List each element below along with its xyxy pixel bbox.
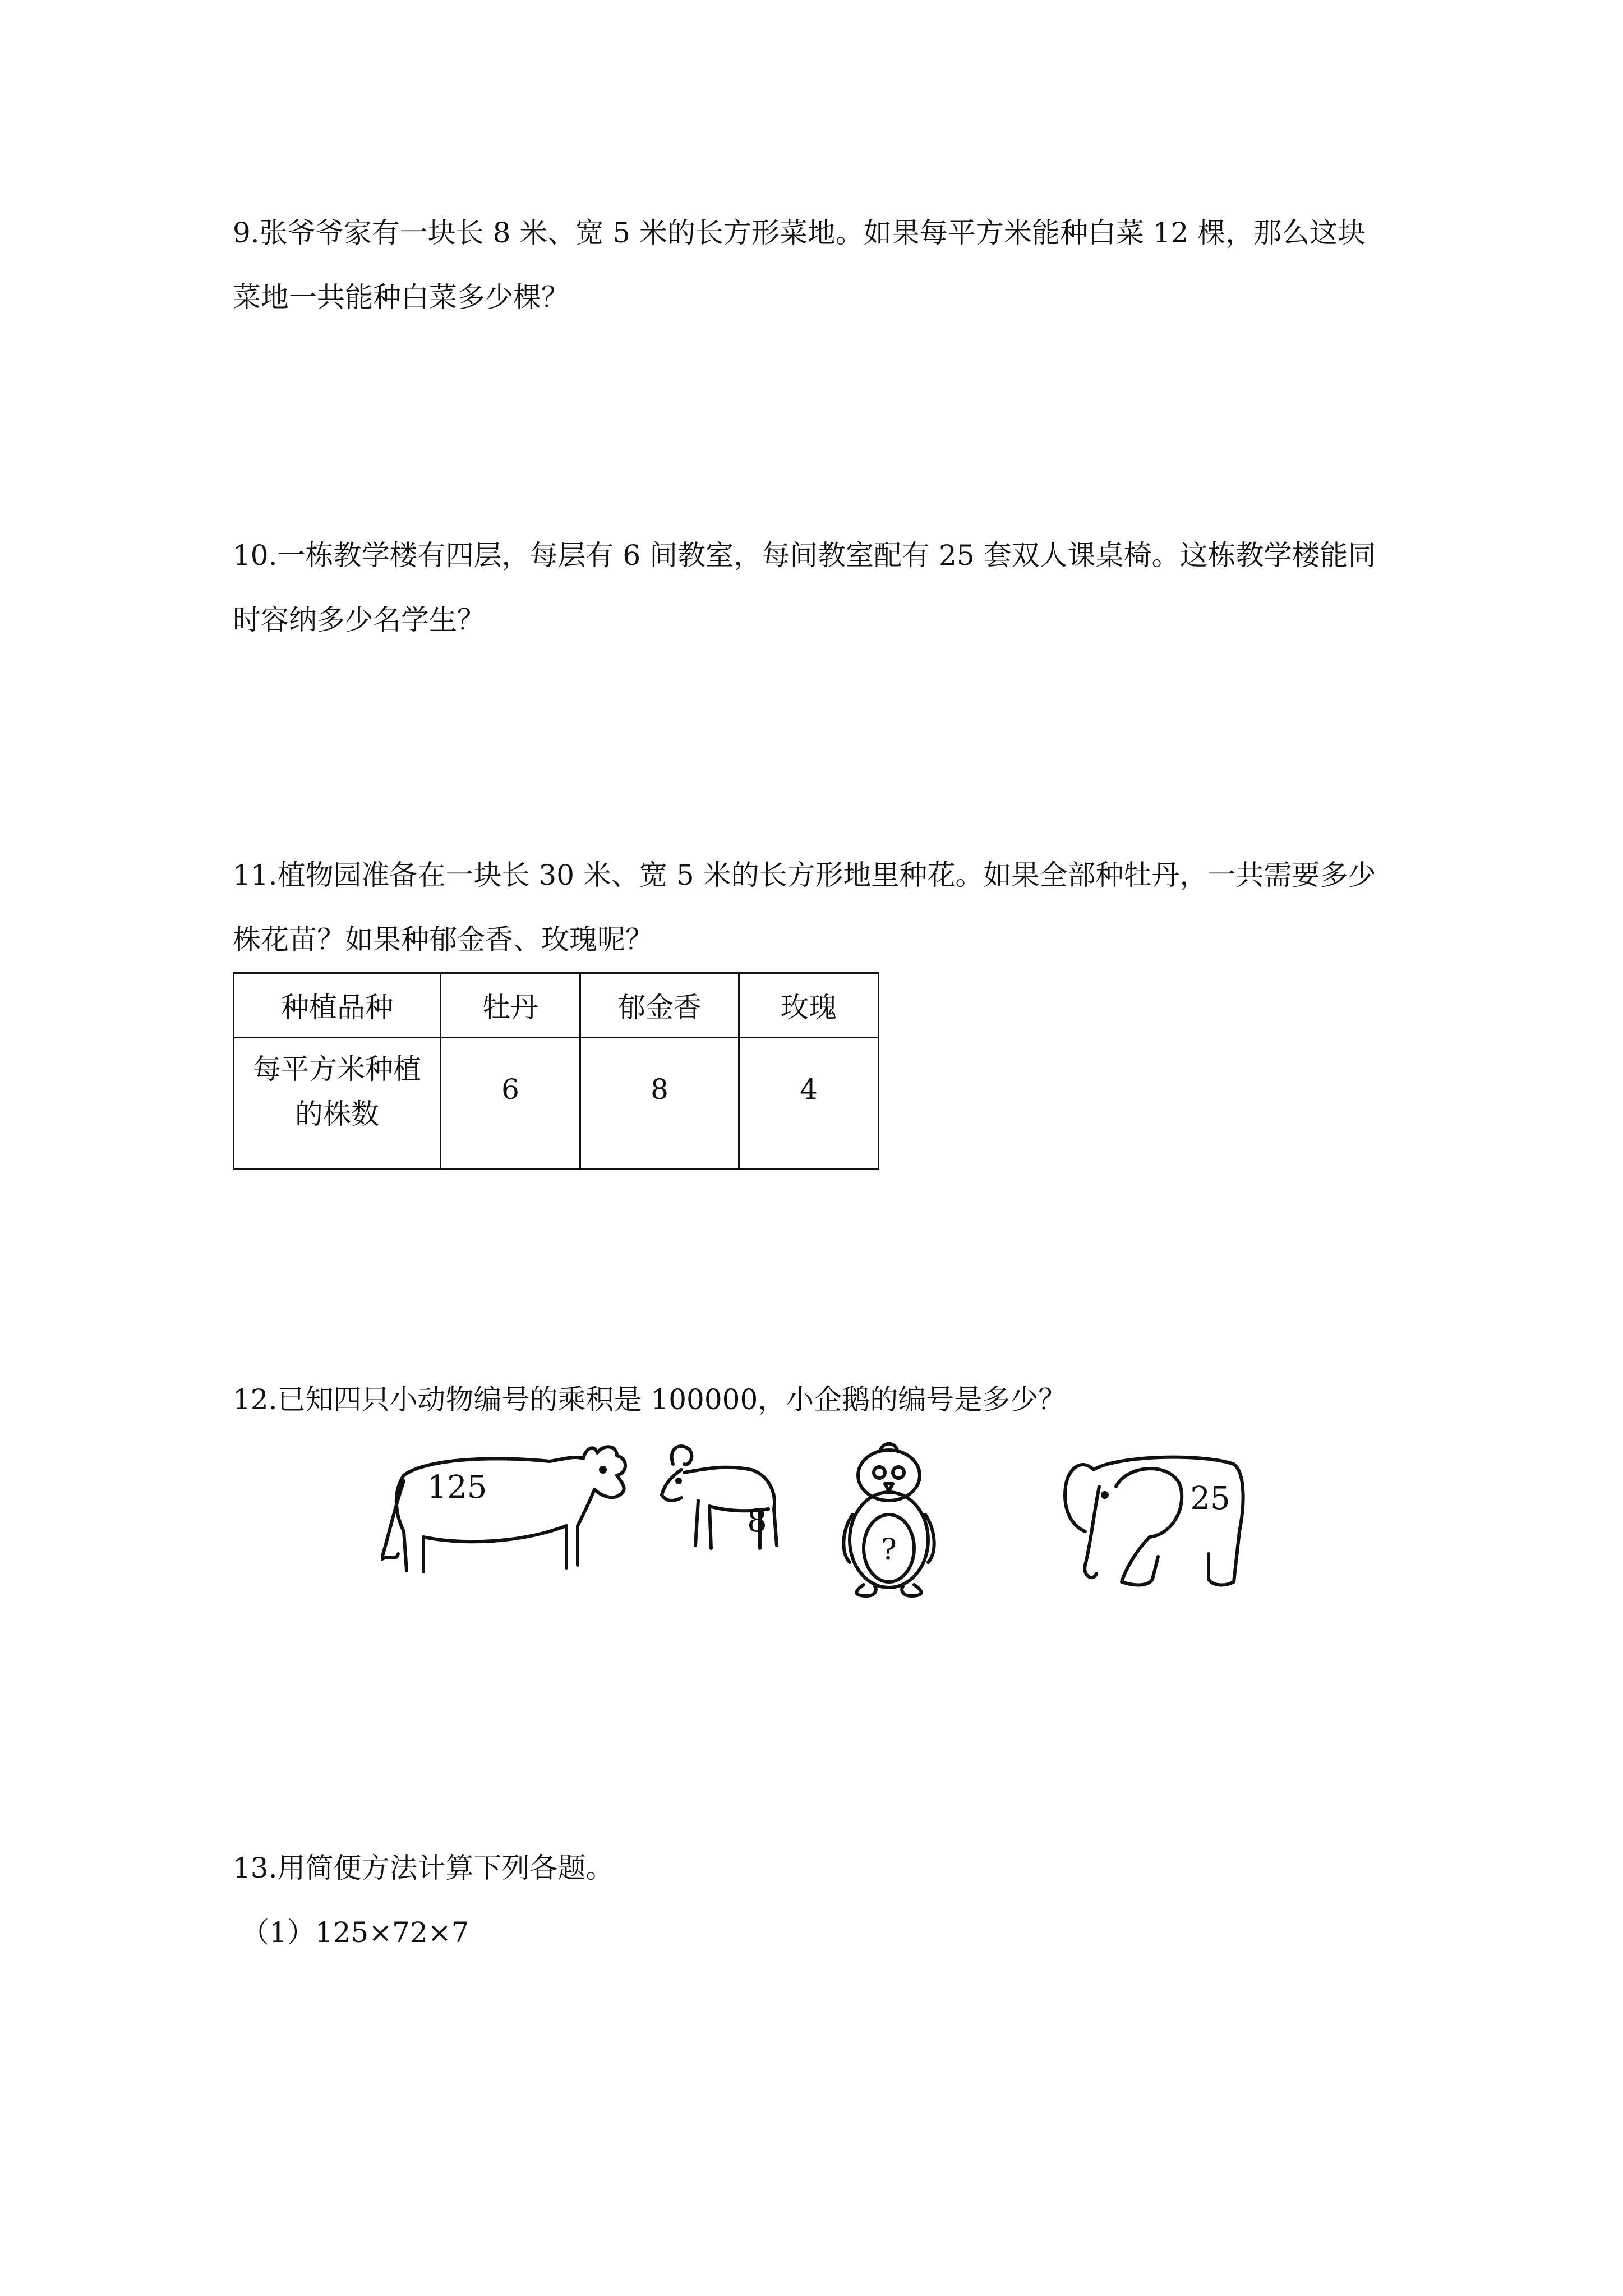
planting-table	[233, 972, 879, 1170]
table-header-cell-peony: 牡丹	[441, 973, 580, 1038]
question-9-line-2: 菜地一共能种白菜多少棵？	[233, 281, 569, 314]
table-header-row	[234, 973, 879, 1038]
question-10-line-1: 10.一栋教学楼有四层，每层有 6 间教室，每间教室配有 25 套双人课桌椅。这栋教学楼能同	[233, 539, 1376, 572]
peony-count-value: 6	[501, 1073, 519, 1106]
penguin-illustration	[843, 1444, 934, 1596]
question-12-line-1: 12.已知四只小动物编号的乘积是 100000，小企鹅的编号是多少？	[233, 1383, 1067, 1416]
rose-count-value: 4	[800, 1073, 818, 1106]
table-row	[234, 1038, 879, 1170]
table-cell-rose-count	[739, 1038, 879, 1170]
cow-number: 125	[427, 1469, 487, 1506]
goat-number: 8	[747, 1503, 767, 1539]
animals-illustration	[381, 1442, 1267, 1632]
question-9-line-1: 9.张爷爷家有一块长 8 米、宽 5 米的长方形菜地。如果每平方米能种白菜 12 棵，那么这块	[233, 217, 1366, 249]
table-cell-tulip-count	[580, 1038, 739, 1170]
table-row-label-line-2: 的株数	[295, 1098, 379, 1130]
cow-illustration	[381, 1447, 625, 1572]
question-11-line-1: 11.植物园准备在一块长 30 米、宽 5 米的长方形地里种花。如果全部种牡丹，一共需要多少	[233, 859, 1376, 891]
table-cell-peony-count	[441, 1038, 580, 1170]
table-header-cell-tulip: 郁金香	[580, 973, 739, 1038]
table-header-cell-rose: 玫瑰	[739, 973, 879, 1038]
question-10-line-2: 时容纳多少名学生？	[233, 604, 485, 636]
question-13-line-1: 13.用简便方法计算下列各题。	[233, 1852, 614, 1884]
question-11-line-2: 株花苗？如果种郁金香、玫瑰呢？	[233, 923, 653, 956]
table-row-label-line-1: 每平方米种植	[253, 1053, 421, 1085]
table-row-label	[234, 1038, 441, 1170]
question-13-item-1: （1）125×72×7	[241, 1916, 469, 1949]
penguin-number: ?	[881, 1533, 897, 1567]
tulip-count-value: 8	[651, 1073, 668, 1106]
table-header-cell-variety: 种植品种	[234, 973, 441, 1038]
elephant-illustration	[1065, 1457, 1243, 1585]
elephant-number: 25	[1190, 1480, 1230, 1517]
